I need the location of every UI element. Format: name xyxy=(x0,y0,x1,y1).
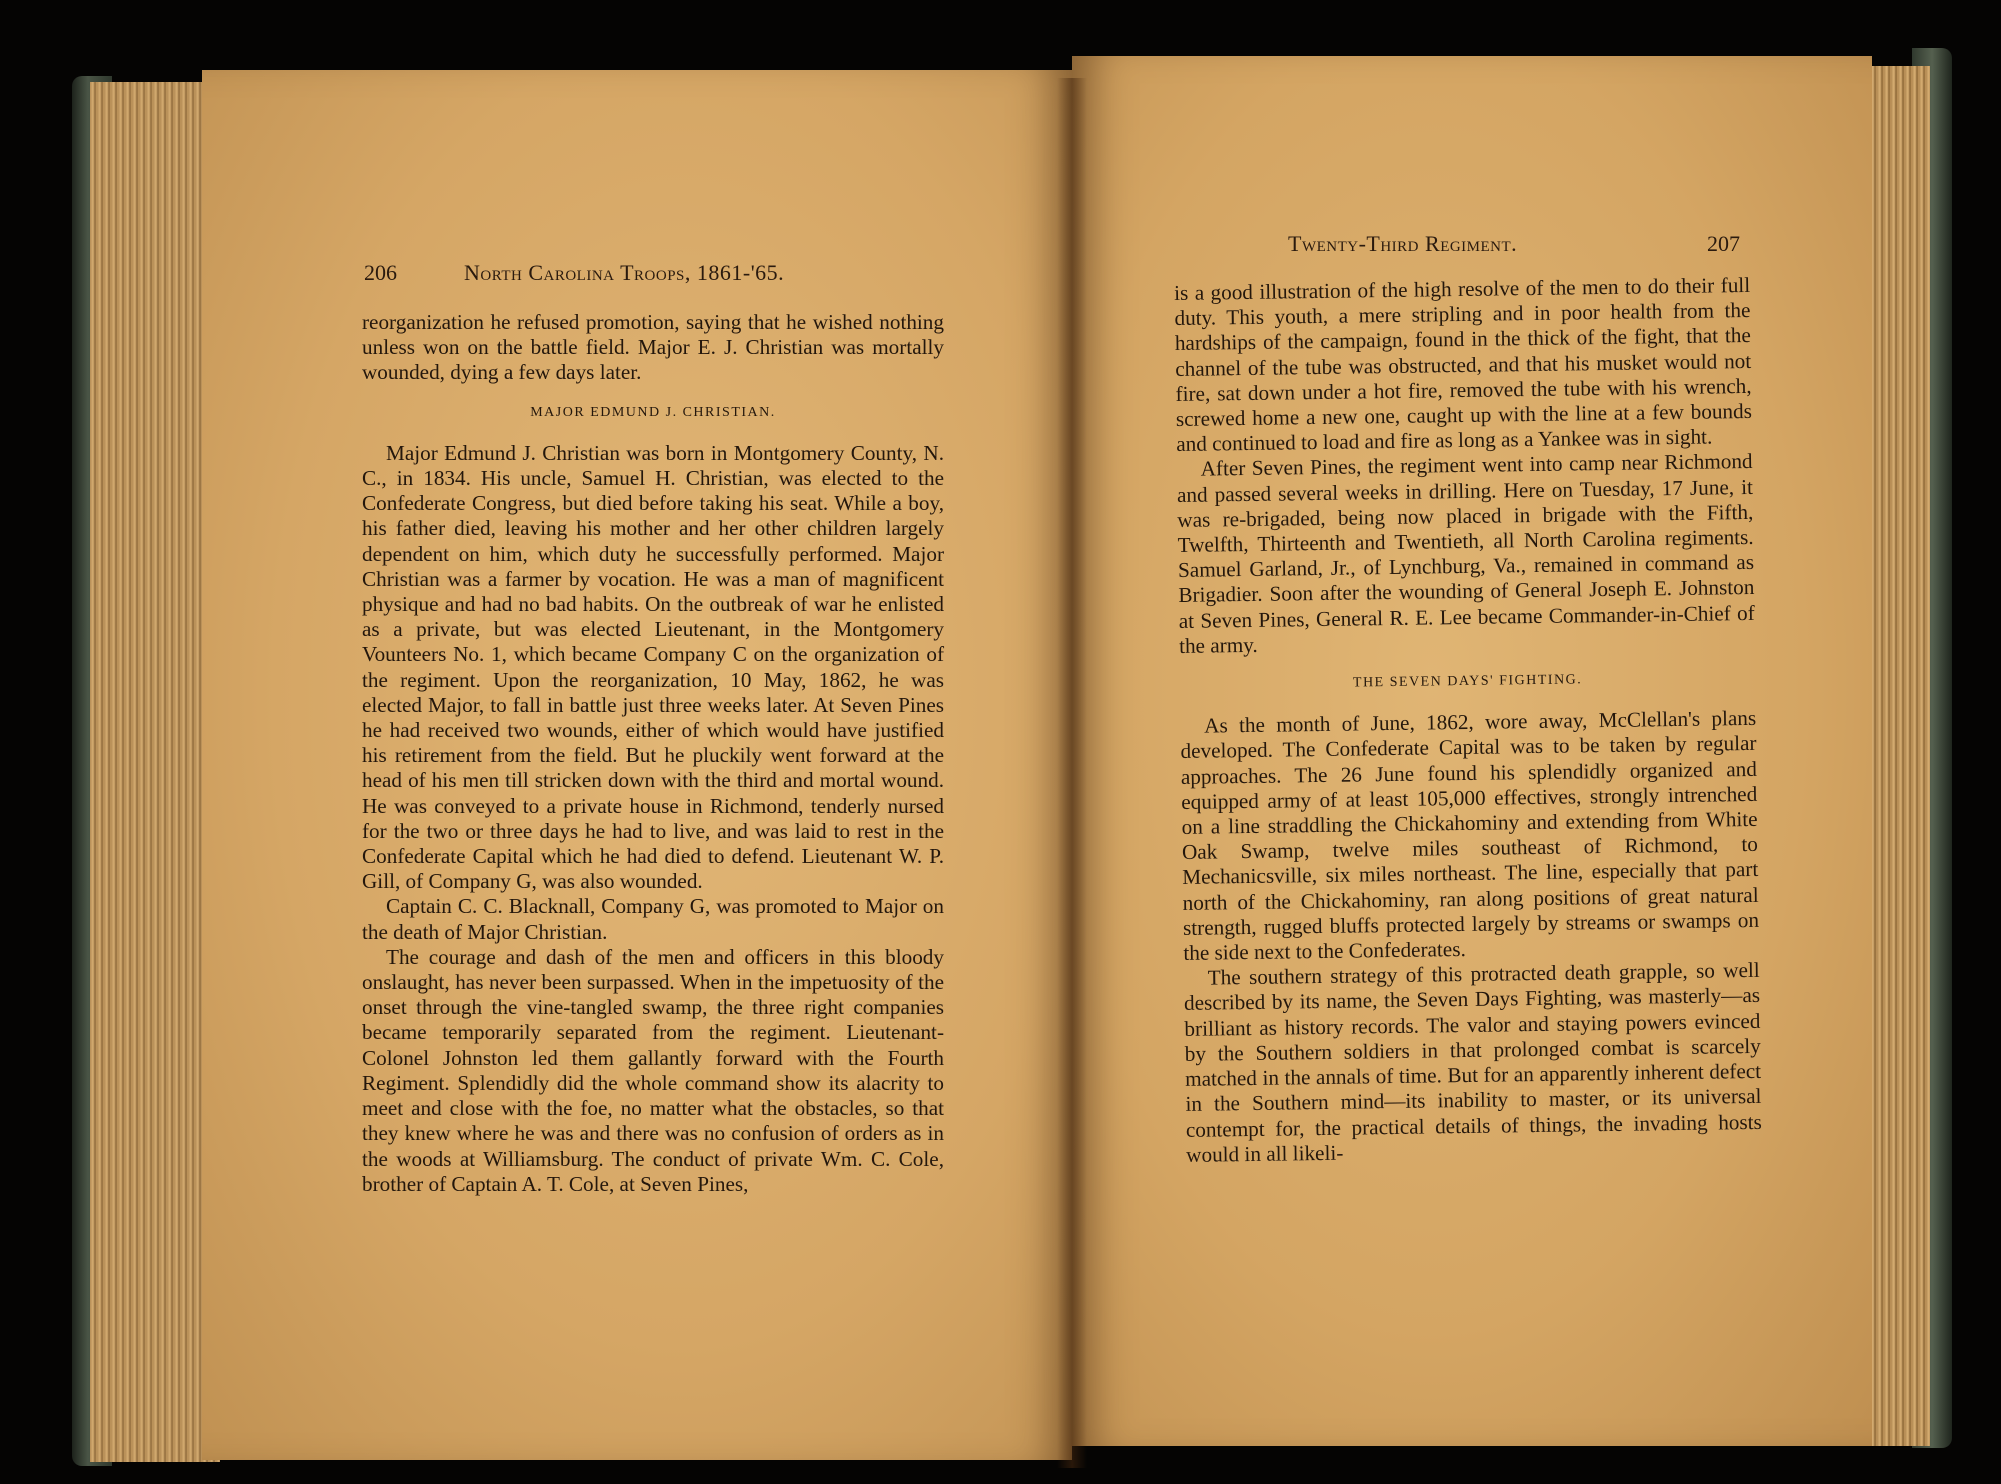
left-page xyxy=(202,70,1072,1460)
page-edges-left xyxy=(90,82,220,1462)
left-page-body xyxy=(362,310,944,1197)
running-head: North Carolina Troops, 1861-'65. xyxy=(464,260,785,285)
paragraph: After Seven Pines, the regiment went into camp near Richmond and passed several weeks in drilling. Here on Tuesday, 17 June, it was re-brigaded, being now placed in brigade with the Fifth, Twelfth, Thirteenth and Twentieth, all North Carolina regiments. Samuel Garland, Jr., of Lynchburg, Va., remained in command as Brigadier. Soon after the wounding of General Joseph E. Johnston at Seven Pines, General R. E. Lee became Commander-in-Chief of the army. xyxy=(1176,449,1755,658)
paragraph: The courage and dash of the men and officers in this bloody onslaught, has never been surpassed. When in the impetuosity of the onset through the vine-tangled swamp, the three right companies became temporarily separated from the regiment. Lieutenant-Colonel Johnston led them gallantly forward with the Fourth Regiment. Splendidly did the whole command show its alacrity to meet and close with the foe, no matter what the obstacles, so that they knew where he was and there was no confusion of orders as in the woods at Williamsburg. The conduct of private Wm. C. Cole, brother of Captain A. T. Cole, at Seven Pines, xyxy=(362,944,944,1196)
paragraph: Major Edmund J. Christian was born in Montgomery County, N. C., in 1834. His uncle, Samuel H. Christian, was elected to the Confederate Congress, but died before taking his seat. While a boy, his father died, leaving his mother and her other children largely dependent on him, which duty he successfully performed. Major Christian was a farmer by vocation. He was a man of magnificent physique and had no bad habits. On the outbreak of war he enlisted as a private, but was elected Lieutenant, in the Montgomery Vounteers No. 1, which became Company C on the organization of the regiment. Upon the reorganization, 10 May, 1862, he was elected Major, to fall in battle just three weeks later. At Seven Pines he had received two wounds, either of which would have justified his retirement from the field. But he pluckily went forward at the head of his men till stricken down with the third and mortal wound. He was conveyed to a private house in Richmond, tenderly nursed for the two or three days he had to live, and was laid to rest in the Confederate Capital which he had died to defend. Lieutenant W. P. Gill, of Company G, was also wounded. xyxy=(362,440,944,894)
right-page-body xyxy=(1174,273,1762,1168)
page-number: 206 xyxy=(364,260,397,285)
paragraph: As the month of June, 1862, wore away, McClellan's plans developed. The Confederate Capital was to be taken by regular approaches. The 26 June found his splendidly organized and equipped army of at least 105,000 effectives, strongly intrenched on a line straddling the Chickahominy and extending from White Oak Swamp, twelve miles southeast of Richmond, to Mechanicsville, six miles northeast. The line, especially that part north of the Chickahominy, ran along positions of great natural strength, rugged bluffs protected largely by streams or swamps on the side next to the Confederates. xyxy=(1180,706,1760,966)
open-book xyxy=(72,48,1952,1458)
paragraph: is a good illustration of the high resolve of the men to do their full duty. This youth, a mere stripling and in poor health from the hardships of the campaign, found in the thick of the fight, that the channel of the tube was obstructed, and that his musket would not fire, sat down under a hot fire, removed the tube with his wrench, screwed home a new one, caught up with the line at a few bounds and continued to load and fire as long as a Yankee was in sight. xyxy=(1174,272,1753,457)
paragraph: Captain C. C. Blacknall, Company G, was promoted to Major on the death of Major Christian. xyxy=(362,894,944,944)
book-gutter xyxy=(1057,78,1087,1468)
page-number: 207 xyxy=(1707,231,1740,256)
paragraph: The southern strategy of this protracted death grapple, so well described by its name, the Seven Days Fighting, was masterly—as brilliant as history records. The valor and staying powers evinced by the Southern soldiers in that prolonged combat is scarcely matched in the annals of time. But for an apparently inherent defect in the Southern mind—its inability to master, or its universal contempt for, the practical details of things, the invading hosts would in all likeli- xyxy=(1183,958,1762,1167)
paragraph: reorganization he refused promotion, saying that he wished nothing unless won on the battle field. Major E. J. Christian was mortally wounded, dying a few days later. xyxy=(362,310,944,385)
section-heading: THE SEVEN DAYS' FIGHTING. xyxy=(1352,672,1583,691)
running-head: Twenty-Third Regiment. xyxy=(1288,231,1518,256)
right-page xyxy=(1072,56,1872,1446)
section-heading: MAJOR EDMUND J. CHRISTIAN. xyxy=(530,404,776,420)
page-edges-right xyxy=(1870,66,1930,1446)
